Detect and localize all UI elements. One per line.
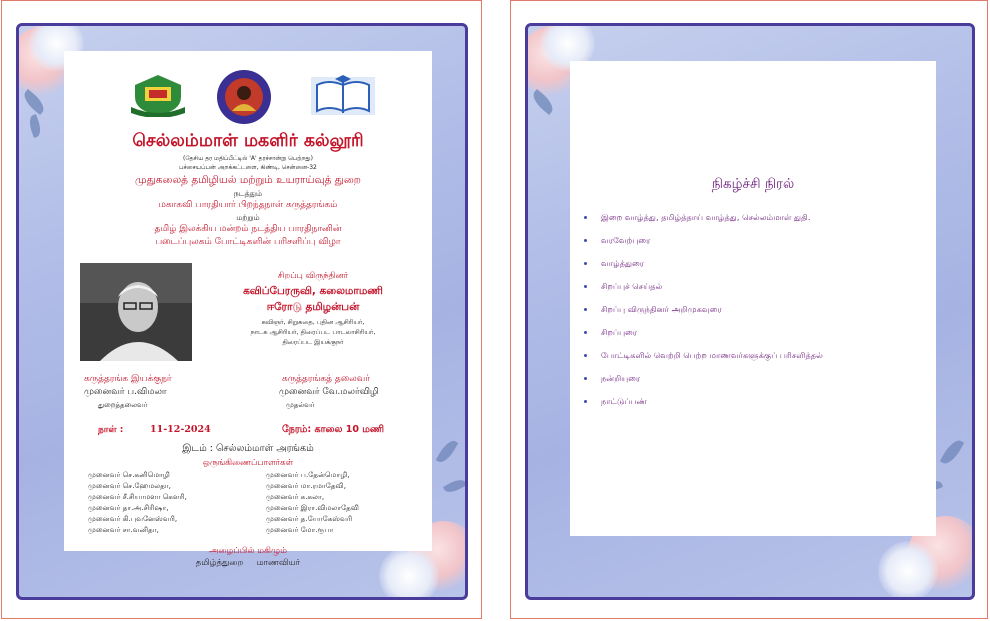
bullet-icon <box>584 331 587 334</box>
accreditation-line: (தேசிய தர மதிப்பீட்டில் 'A' தரச்சான்று பெற்றது) <box>183 155 313 162</box>
leaf-bottom-right-2 <box>443 476 467 496</box>
organizer-name: முனைவர் செ.கனிமொழி <box>88 470 170 479</box>
leaf-bottom-right <box>436 437 459 465</box>
chief-guest-photo <box>80 263 192 361</box>
leaf-top-left-2 <box>27 114 44 138</box>
agenda-item-label: வரவேற்புரை <box>601 235 651 245</box>
bullet-icon <box>584 285 587 288</box>
trust-address: பச்சையப்பன் அறக்கட்டளை, கிண்டி, சென்னை-32 <box>179 164 317 171</box>
agenda-panel <box>570 61 936 536</box>
chief-guest-name: ஈரோடு தமிழன்பன் <box>266 301 360 313</box>
agenda-item <box>584 351 929 374</box>
organizer-name: முனைவர் இரா.விமலாதேவி <box>266 503 360 512</box>
agenda-item <box>584 282 929 305</box>
agenda-item-label: வாழ்த்துரை <box>601 258 645 268</box>
seminar-director-name: முனைவர் ப.விமலா <box>84 387 167 397</box>
agenda-item-label: சிறப்புரை <box>601 327 638 337</box>
bullet-icon <box>584 239 587 242</box>
signoff-text: தமிழ்த்துறை மாணவியர் <box>195 558 301 568</box>
time-text: நேரம்: காலை 10 மணி <box>282 424 385 435</box>
bullet-icon <box>584 216 587 219</box>
seminar-director-title: கருத்தரங்க இயக்குநர் <box>84 374 172 384</box>
chief-guest-honorific: கவிப்பேரருவி, கலைமாமணி <box>243 285 383 297</box>
college-crest-icon <box>129 73 187 117</box>
agenda-item-label: போட்டிகளில் வெற்றி பெற்ற மாணவர்களுக்குப் பரிசளித்தல் <box>601 350 823 360</box>
organizers-title: ஒருங்கிணைப்பாளர்கள் <box>202 458 294 468</box>
invitation-frame <box>16 23 468 600</box>
organizer-name: முனைவர் த.யோகேஸ்வரி <box>266 514 353 523</box>
venue-text: இடம் : செல்லம்மாள் அரங்கம் <box>182 443 314 454</box>
organizer-name: முனைவர் சீ.சியாமளா கௌரி, <box>88 492 187 501</box>
organizer-name: முனைவர் மோ.ரூபா <box>266 525 334 534</box>
organizer-name: முனைவர் தா.அ.சிரிஷா, <box>88 503 169 512</box>
invitation-panel <box>64 51 432 556</box>
seminar-chair-title: கருத்தரங்கத் தலைவர் <box>282 374 371 384</box>
organizer-name: முனைவர் க.கலா, <box>266 492 325 501</box>
leaf-bottom-right <box>940 437 964 467</box>
organizer-name: முனைவர் ப.தேன்மொழி, <box>266 470 350 479</box>
invitation-page <box>1 0 482 619</box>
agenda-item-label: நன்றியுரை <box>601 373 641 383</box>
seminar-chair-name: முனைவர் வே.மலர்விழி <box>279 387 379 397</box>
agenda-title: நிகழ்ச்சி நிரல் <box>711 176 795 192</box>
and-text: மற்றும் <box>236 213 260 222</box>
department-name: முதுகலைத் தமிழியல் மற்றும் உயராய்வுத் துறை <box>135 174 361 186</box>
agenda-item <box>584 397 929 420</box>
bullet-icon <box>584 400 587 403</box>
agenda-item <box>584 236 929 259</box>
open-book-icon <box>309 73 377 119</box>
date-value: 11-12-2024 <box>150 424 211 435</box>
agenda-item <box>584 305 929 328</box>
invite-text: அழைப்பில் மகிழும் <box>209 546 287 556</box>
agenda-frame <box>525 23 975 600</box>
organizer-name: முனைவர் செ.ஹேமலதா, <box>88 481 171 490</box>
agenda-item-label: நாட்டுப்பண் <box>601 396 647 406</box>
organizer-name: முனைவர் சா.வனிதா, <box>88 525 159 534</box>
bullet-icon <box>584 308 587 311</box>
agenda-item-label: சிறப்புச் செய்தல் <box>601 281 663 291</box>
organizers-left-list <box>88 469 263 535</box>
agenda-item-label: இறை வாழ்த்து, தமிழ்த்தாய் வாழ்த்து, செல்லம்மாள் துதி. <box>601 212 811 222</box>
bullet-icon <box>584 354 587 357</box>
organizer-name: முனைவர் கி.புவனேஸ்வரி, <box>88 514 178 523</box>
event-line-3: படைப்புலகம் போட்டிகளின் பரிசளிப்பு விழா <box>155 237 341 247</box>
bullet-icon <box>584 262 587 265</box>
seminar-chair-role: முதல்வர் <box>286 401 315 409</box>
college-name: செல்லம்மாள் மகளிர் கல்லூரி <box>132 131 364 151</box>
agenda-item <box>584 259 929 282</box>
flower-bottom-right-white <box>878 541 938 600</box>
college-seal-icon <box>214 69 274 125</box>
organizer-name: முனைவர் மா.ரமாதேவி, <box>266 481 346 490</box>
agenda-page <box>510 0 988 619</box>
seminar-director-role: துறைத்தலைவர் <box>98 401 148 409</box>
organizers-right-list <box>266 469 426 535</box>
bullet-icon <box>584 377 587 380</box>
chief-guest-desc-1: கவிஞர், சிறுகதை, புதின ஆசிரியர், <box>261 318 365 326</box>
event-line-1: மகாகவி பாரதியார் பிறந்தநாள் கருத்தரங்கம் <box>158 200 338 210</box>
chief-guest-title: சிறப்பு விருந்தினர் <box>277 271 349 281</box>
chief-guest-desc-3: திரைப்பட இயக்குநர் <box>282 338 344 346</box>
chief-guest-desc-2: நாடக ஆசிரியர், திரைப்பட பாடலாசிரியர், <box>250 328 376 336</box>
agenda-item <box>584 374 929 397</box>
agenda-list <box>584 213 929 420</box>
agenda-item <box>584 328 929 351</box>
date-label: நாள் : <box>98 425 124 435</box>
agenda-item-label: சிறப்பு விருந்தினர் அறிமுகவுரை <box>601 304 722 314</box>
agenda-item <box>584 213 929 236</box>
event-line-2: தமிழ் இலக்கிய மன்றம் நடத்திய பாரதிநானின் <box>154 224 342 234</box>
conducts-text: நடத்தும் <box>233 189 263 198</box>
